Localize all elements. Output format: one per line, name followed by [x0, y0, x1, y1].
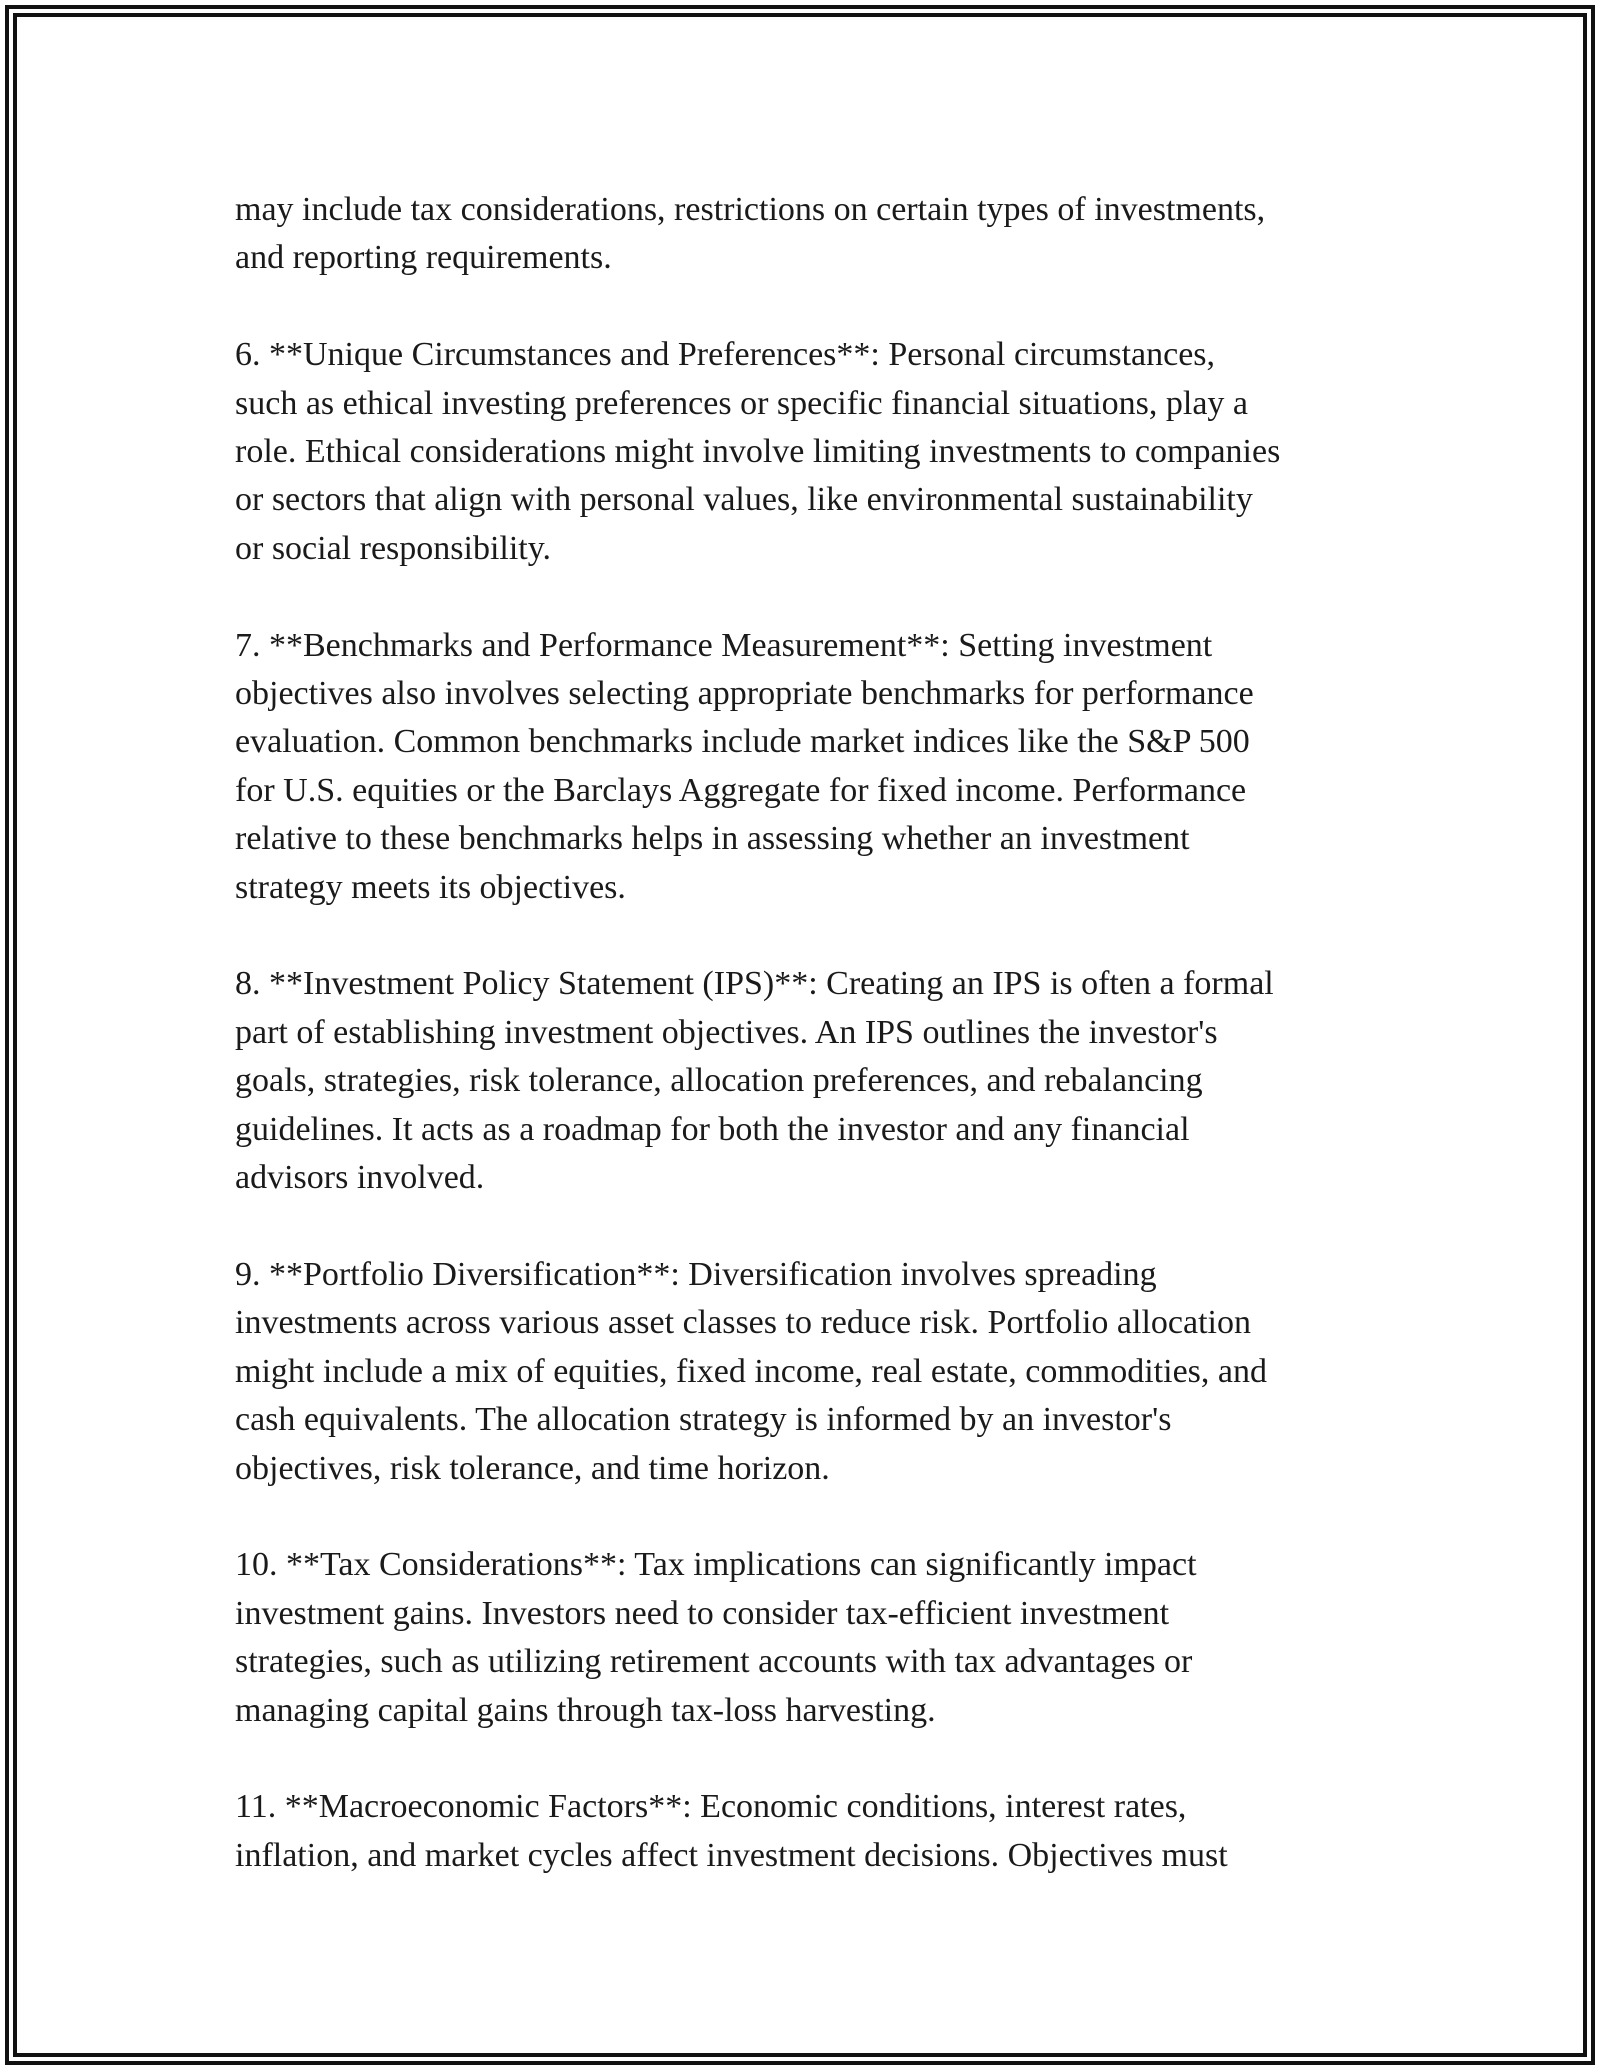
paragraph-continuation	[235, 186, 1375, 283]
paragraph-item-8	[235, 960, 1375, 1202]
paragraph-item-11	[235, 1783, 1375, 1880]
text-line: advisors involved.	[235, 1159, 485, 1197]
text-line: strategy meets its objectives.	[235, 868, 626, 906]
text-line: inflation, and market cycles affect investment decisions. Objectives must	[235, 1836, 1228, 1874]
text-line: objectives also involves selecting appropriate benchmarks for performance	[235, 675, 1254, 713]
text-line: investment gains. Investors need to consider tax-efficient investment	[235, 1594, 1170, 1632]
text-line: and reporting requirements.	[235, 239, 612, 277]
text-line: evaluation. Common benchmarks include market indices like the S&P 500	[235, 723, 1250, 761]
text-line: 11. **Macroeconomic Factors**: Economic conditions, interest rates,	[235, 1788, 1187, 1826]
text-line: 6. **Unique Circumstances and Preferences**: Personal circumstances,	[235, 336, 1216, 374]
text-line: strategies, such as utilizing retirement accounts with tax advantages or	[235, 1643, 1193, 1681]
text-line: or social responsibility.	[235, 529, 552, 567]
paragraph-item-10	[235, 1541, 1375, 1735]
text-line: relative to these benchmarks helps in assessing whether an investment	[235, 820, 1190, 858]
text-line: for U.S. equities or the Barclays Aggregate for fixed income. Performance	[235, 771, 1247, 809]
paragraph-item-7	[235, 622, 1375, 912]
text-line: might include a mix of equities, fixed income, real estate, commodities, and	[235, 1352, 1267, 1390]
text-line: such as ethical investing preferences or specific financial situations, play a	[235, 384, 1249, 422]
text-line: investments across various asset classes to reduce risk. Portfolio allocation	[235, 1304, 1251, 1342]
text-line: 10. **Tax Considerations**: Tax implications can significantly impact	[235, 1546, 1197, 1584]
text-line: 8. **Investment Policy Statement (IPS)**: Creating an IPS is often a formal	[235, 965, 1274, 1003]
paragraph-item-9	[235, 1251, 1375, 1493]
text-line: managing capital gains through tax-loss harvesting.	[235, 1691, 936, 1729]
text-line: cash equivalents. The allocation strategy is informed by an investor's	[235, 1401, 1172, 1439]
text-line: goals, strategies, risk tolerance, allocation preferences, and rebalancing	[235, 1062, 1203, 1100]
text-line: role. Ethical considerations might involve limiting investments to companies	[235, 433, 1281, 471]
text-line: 7. **Benchmarks and Performance Measurement**: Setting investment	[235, 626, 1213, 664]
text-line: 9. **Portfolio Diversification**: Diversification involves spreading	[235, 1255, 1157, 1293]
text-line: may include tax considerations, restrictions on certain types of investments,	[235, 191, 1266, 228]
paragraph-item-6	[235, 331, 1375, 573]
text-line: objectives, risk tolerance, and time horizon.	[235, 1449, 830, 1487]
text-line: part of establishing investment objectives. An IPS outlines the investor's	[235, 1013, 1218, 1051]
text-line: or sectors that align with personal values, like environmental sustainability	[235, 481, 1253, 519]
text-line: guidelines. It acts as a roadmap for both the investor and any financial	[235, 1110, 1190, 1148]
document-body	[235, 186, 1375, 1929]
